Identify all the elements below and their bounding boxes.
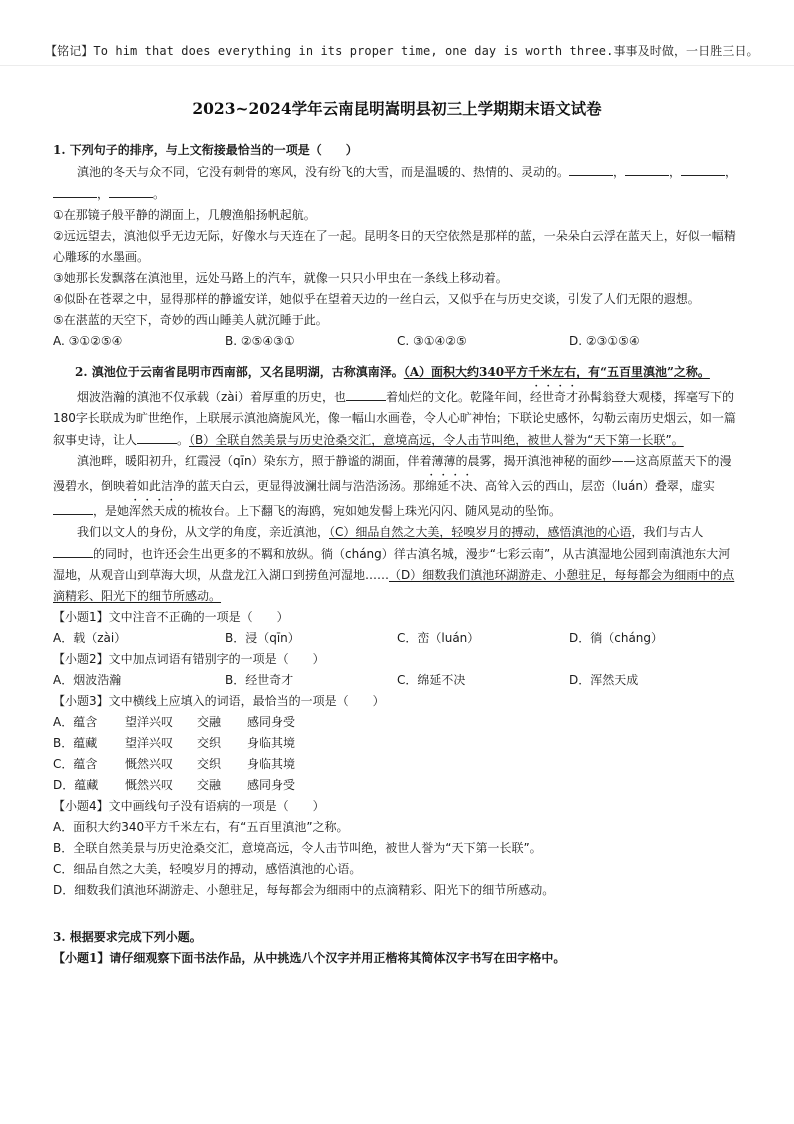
option-word: C．蕴含 <box>53 757 98 771</box>
question-3-sub-1: 【小题1】请仔细观察下面书法作品，从中挑选八个汉字并用正楷将其简体汉字书写在田字格中。 <box>53 951 566 965</box>
question-1-options <box>53 331 741 352</box>
option-word: 望洋兴叹 <box>125 715 174 729</box>
sub-question-1-stem: 【小题1】文中注音不正确的一项是（ ） <box>53 610 289 624</box>
passage-text: ，是她 <box>93 504 130 518</box>
sub-question-3-option-d[interactable] <box>53 775 741 796</box>
question-1-intro-text: 滇池的冬天与众不同，它没有刺骨的寒风，没有纷飞的大雪，而是温暖的、热情的、灵动的。 <box>77 165 570 179</box>
sub-question-3-stem: 【小题3】文中横线上应填入的词语，最恰当的一项是（ ） <box>53 694 385 708</box>
sentence-3: ③她那长发飘落在滇池里，远处马路上的汽车，就像一只只小甲虫在一条线上移动着。 <box>53 271 508 285</box>
answer-blank[interactable] <box>625 161 669 176</box>
answer-blank[interactable] <box>681 161 725 176</box>
passage-paragraph-2 <box>53 451 741 522</box>
option-b[interactable]: B. ②⑤④③① <box>225 334 295 348</box>
option-b[interactable]: B．全联自然美景与历史沧桑交汇，意境高远，令人击节叫绝，被世人誉为“天下第一长联”。 <box>53 841 542 855</box>
passage-text: 孙髯翁登大观楼，挥毫写下的180字长联成为旷世绝作，上联展示滇池旖旎风光，像一幅山水画卷，令人心旷神怡；下联论史感怀，勾勒云南历史烟云，如一篇叙事史诗，让人 <box>53 390 736 447</box>
answer-blank[interactable] <box>137 429 177 444</box>
answer-blank[interactable] <box>569 161 613 176</box>
exam-content <box>53 140 741 969</box>
underlined-sentence-c: （C）细品自然之大美，轻嗅岁月的搏动，感悟滇池的心语 <box>329 525 632 539</box>
option-d[interactable]: D．徜（cháng） <box>569 631 664 645</box>
sentence-2: ②远远望去，滇池似乎无边无际，好像水与天连在了一起。昆明冬日的天空依然是那样的蓝，一朵朵白云浮在蓝天上，好似一幅精心雕琢的水墨画。 <box>53 229 736 264</box>
option-word: 交织 <box>197 757 222 771</box>
underlined-sentence-b: （B）全联自然美景与历史沧桑交汇，意境高远，令人击节叫绝，被世人誉为“天下第一长联”。 <box>189 433 684 447</box>
sub-question-2-stem: 【小题2】文中加点词语有错别字的一项是（ ） <box>53 652 325 666</box>
sub-question-2-options <box>53 670 741 691</box>
option-d[interactable]: D．细数我们滇池环湖游走、小憩驻足，每每都会为细雨中的点滴精彩、阳光下的细节所感动。 <box>53 883 555 897</box>
question-2-stem <box>53 362 741 383</box>
option-word: 交融 <box>197 778 222 792</box>
option-a[interactable]: A．载（zài） <box>53 631 127 645</box>
motto-header: 【铭记】To him that does everything in its proper time, one day is worth three.事事及时做，一日胜三日。 <box>0 0 794 66</box>
option-word: 感同身受 <box>247 778 296 792</box>
passage-text: 我们以文人的身份，从文学的角度，亲近滇池， <box>77 525 330 539</box>
underlined-sentence-a: （A）面积大约340平方千米左右，有“五百里滇池”之称。 <box>403 365 710 379</box>
option-c[interactable]: C．峦（luán） <box>397 631 480 645</box>
option-c[interactable]: C．细品自然之大美，轻嗅岁月的搏动，感悟滇池的心语。 <box>53 862 362 876</box>
sub-question-3-option-b[interactable] <box>53 733 741 754</box>
passage-text: 滇池畔，暖阳初升，红霞浸（qīn）染东方，照于静谧的湖面，伴着薄薄的晨雾，揭开滇池神秘的面纱——这高原蓝天下的漫漫碧水，倒映着如此洁净的蓝天白云，更显得波澜壮阔与浩浩汤汤。那 <box>53 454 732 493</box>
question-1-intro-tail: ， 。 <box>53 183 741 205</box>
option-word: 交织 <box>197 736 222 750</box>
sub-question-4-stem: 【小题4】文中画线句子没有语病的一项是（ ） <box>53 799 325 813</box>
underlined-sentence-d: （D）细数我们滇池环湖游走、小憩驻足，每每都会为细雨中的点滴精彩、阳光下的细节所感动。 <box>53 568 735 603</box>
sub-question-3-option-a[interactable] <box>53 712 741 733</box>
passage-text: 。 <box>177 433 190 447</box>
sentence-1: ①在那镜子般平静的湖面上，几艘渔船扬帆起航。 <box>53 208 316 222</box>
answer-blank[interactable] <box>109 183 153 198</box>
question-2 <box>53 362 741 901</box>
answer-blank[interactable] <box>53 500 93 515</box>
option-a[interactable]: A. ③①②⑤④ <box>53 334 123 348</box>
option-c[interactable]: C. ③①④②⑤ <box>397 334 467 348</box>
sentence-5: ⑤在湛蓝的天空下，奇妙的西山睡美人就沉睡于此。 <box>53 313 328 327</box>
option-b[interactable]: B．经世奇才 <box>225 673 294 687</box>
passage-text: 的同时，也许还会生出更多的不羁和放纵。徜（cháng）徉古滇名城，漫步“七彩云南”，从古滇湿地公园到南滇池东大河湿地，从观音山到草海大坝，从盘龙江入湖口到捞鱼河湿地…… <box>53 547 731 582</box>
option-word: 身临其境 <box>247 757 296 771</box>
sub-question-1-options <box>53 628 741 649</box>
question-1-stem: 1. 下列句子的排序，与上文衔接最恰当的一项是（ ） <box>53 143 358 157</box>
answer-blank[interactable] <box>53 183 97 198</box>
option-word: 感同身受 <box>247 715 296 729</box>
option-d[interactable]: D．浑然天成 <box>569 673 639 687</box>
option-c[interactable]: C．绵延不决 <box>397 673 466 687</box>
sentence-4: ④似卧在苍翠之中，显得那样的静谧安详，她似乎在望着天边的一丝白云，又似乎在与历史交谈，引发了人们无限的遐想。 <box>53 292 700 306</box>
option-d[interactable]: D. ②③①⑤④ <box>569 334 640 348</box>
option-b[interactable]: B．浸（qīn） <box>225 631 300 645</box>
page-title: 2023~2024学年云南昆明嵩明县初三上学期期末语文试卷 <box>192 99 602 118</box>
question-3 <box>53 927 741 969</box>
option-a[interactable]: A．面积大约340平方千米左右，有“五百里滇池”之称。 <box>53 820 349 834</box>
option-word: 慨然兴叹 <box>125 757 174 771</box>
question-1-intro: 滇池的冬天与众不同，它没有刺骨的寒风，没有纷飞的大雪，而是温暖的、热情的、灵动的。 ， ， ， <box>53 161 741 183</box>
dotted-word: 绵延不决 <box>425 479 474 493</box>
option-word: 慨然兴叹 <box>125 778 174 792</box>
sub-question-3-option-c[interactable] <box>53 754 741 775</box>
option-word: B．蕴藏 <box>53 736 98 750</box>
dotted-word: 浑然天成 <box>129 504 178 518</box>
passage-paragraph-3 <box>53 522 741 607</box>
passage-text: ，我们与古人 <box>631 525 704 539</box>
dotted-word: 经世奇才 <box>530 390 579 404</box>
answer-blank[interactable] <box>53 543 93 558</box>
question-3-stem: 3. 根据要求完成下列小题。 <box>53 930 202 944</box>
option-word: 望洋兴叹 <box>125 736 174 750</box>
passage-paragraph-1 <box>53 383 741 451</box>
passage-text: 烟波浩瀚的滇池不仅承载（zài）着厚重的历史，也 <box>77 390 346 404</box>
passage-text: 的梳妆台。上下翻飞的海鸥，宛如她发髻上珠光闪闪、随风晃动的坠饰。 <box>177 504 562 518</box>
option-word: 交融 <box>197 715 222 729</box>
passage-text: 着灿烂的文化。乾隆年间， <box>386 390 531 404</box>
question-1 <box>53 140 741 352</box>
question-2-stem-text: 2. 滇池位于云南省昆明市西南部，又名昆明湖，古称滇南泽。 <box>75 365 404 379</box>
option-word: 身临其境 <box>247 736 296 750</box>
option-word: D．蕴藏 <box>53 778 99 792</box>
option-word: A．蕴含 <box>53 715 98 729</box>
answer-blank[interactable] <box>346 386 386 401</box>
option-a[interactable]: A．烟波浩瀚 <box>53 673 122 687</box>
passage-text: 、高耸入云的西山，层峦（luán）叠翠，虚实 <box>473 479 715 493</box>
